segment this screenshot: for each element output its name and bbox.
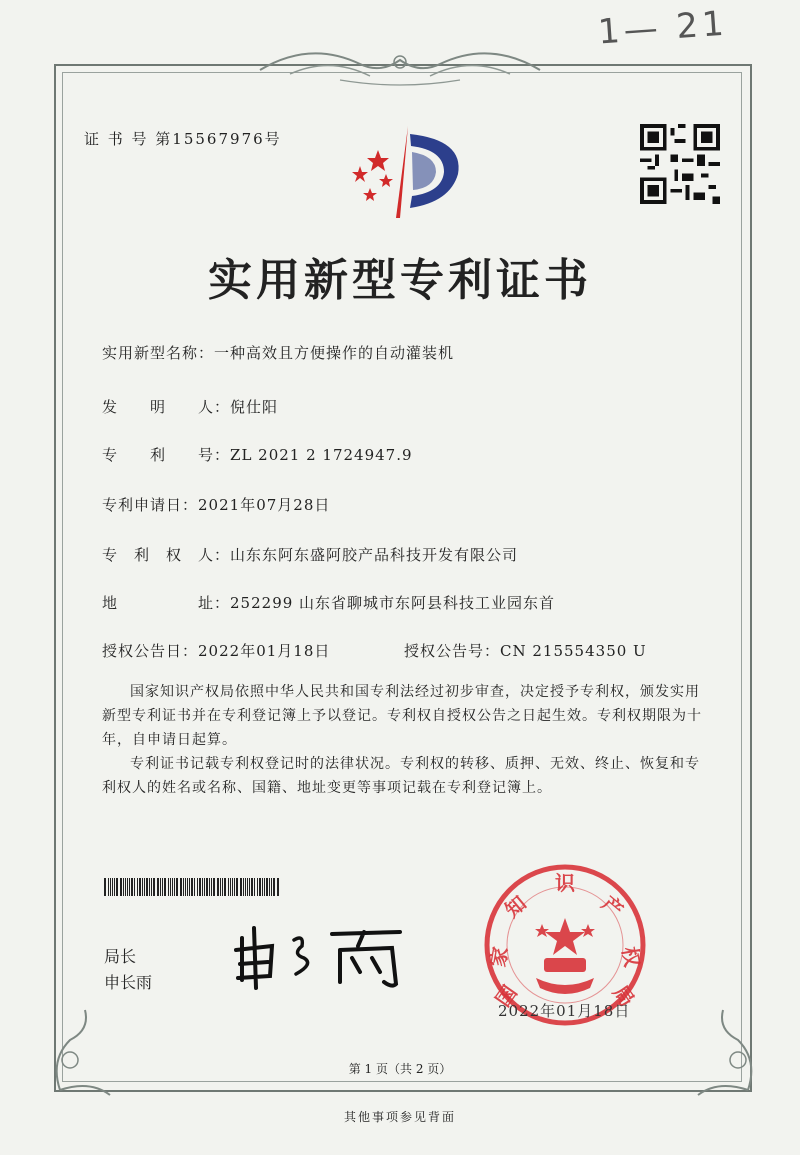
director-title: 局长 [104, 947, 137, 966]
field-label: 地 址： [102, 594, 231, 612]
field-value: 2021年07月28日 [198, 496, 331, 514]
top-ornament [250, 40, 550, 90]
field-value: 一种高效且方便操作的自动灌装机 [214, 344, 455, 362]
page-number: 第 1 页（共 2 页） [348, 1062, 452, 1076]
field-value: 2022年01月18日 [198, 642, 331, 660]
field-patentee [102, 544, 518, 565]
svg-text:局: 局 [608, 980, 640, 1012]
field-label: 实用新型名称： [102, 344, 215, 362]
certificate-title: 实用新型专利证书 [208, 255, 592, 306]
grant-statement-paragraph: 国家知识产权局依照中华人民共和国专利法经过初步审查，决定授予专利权，颁发实用新型专利证书并在专利登记簿上予以登记。专利权自授权公告之日起生效。专利权期限为十年，自申请日起算。 [102, 684, 702, 748]
field-label: 授权公告号： [404, 642, 501, 660]
field-label: 专 利 权 人： [102, 546, 231, 564]
svg-text:国: 国 [490, 980, 522, 1012]
field-label: 专 利 号： [102, 446, 231, 464]
field-utility-model-name [102, 342, 454, 363]
field-value: CN 215554350 U [500, 642, 647, 660]
field-filing-date [102, 494, 330, 515]
bottom-left-ornament [40, 1000, 140, 1100]
svg-text:权: 权 [617, 944, 645, 969]
field-patent-number [102, 444, 413, 465]
barcode-icon [104, 878, 280, 896]
handwritten-note: 1— 21 [596, 3, 729, 53]
field-value: 倪仕阳 [230, 398, 279, 416]
director-signature-image [232, 920, 412, 990]
svg-text:产: 产 [597, 891, 628, 923]
qr-code-icon [640, 124, 720, 204]
field-address [102, 592, 555, 613]
svg-text:知: 知 [500, 891, 531, 923]
legal-status-paragraph: 专利证书记载专利权登记时的法律状况。专利权的转移、质押、无效、终止、恢复和专利权人的姓名或名称、国籍、地址变更等事项记载在专利登记簿上。 [102, 756, 700, 796]
field-value: 252299 山东省聊城市东阿县科技工业园东首 [230, 594, 556, 612]
director-name: 申长雨 [104, 973, 153, 992]
field-label: 授权公告日： [102, 642, 199, 660]
svg-text:家: 家 [485, 944, 513, 969]
certificate-number: 证 书 号 第15567976号 [84, 130, 282, 148]
field-value: 山东东阿东盛阿胶产品科技开发有限公司 [230, 546, 519, 564]
field-inventor [102, 396, 278, 417]
svg-text:识: 识 [555, 871, 575, 895]
field-grant-number [404, 640, 647, 661]
field-value: ZL 2021 2 1724947.9 [230, 446, 413, 464]
seal-date: 2022年01月18日 [498, 1002, 631, 1020]
footer-note: 其他事项参见背面 [343, 1110, 456, 1124]
cnipa-emblem-icon [338, 122, 468, 222]
field-grant-date [102, 640, 330, 661]
field-label: 发 明 人： [102, 398, 231, 416]
field-label: 专利申请日： [102, 496, 199, 514]
bottom-right-ornament [668, 1000, 768, 1100]
